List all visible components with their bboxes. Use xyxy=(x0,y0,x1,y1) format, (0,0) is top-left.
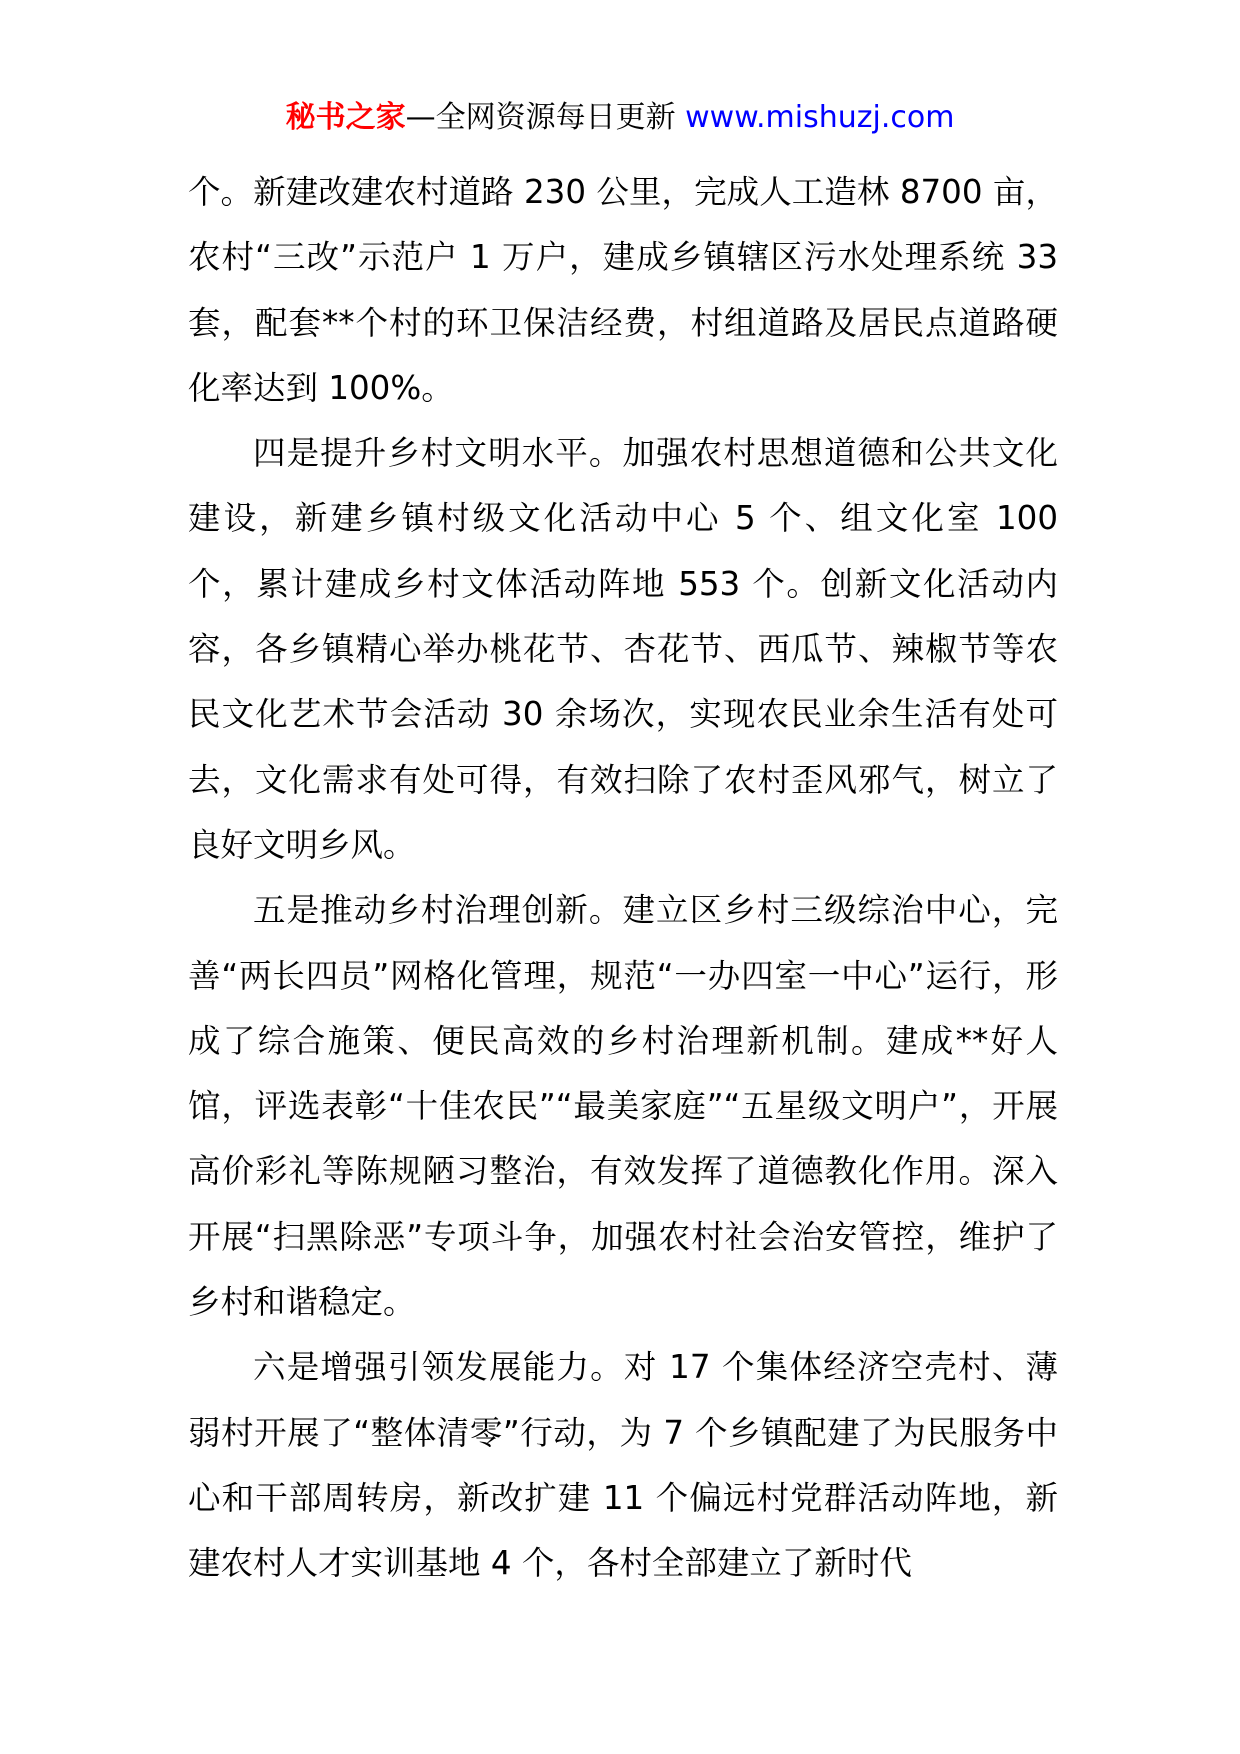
paragraph-continuation: 个。新建改建农村道路 230 公里，完成人工造林 8700 亩，农村“三改”示范户 1 万户，建成乡镇辖区污水处理系统 33 套，配套**个村的环卫保洁经费，村组道路及居民点道路硬化率达到 100%。 xyxy=(188,173,1058,407)
paragraph-rural-civilization: 四是提升乡村文明水平。加强农村思想道德和公共文化建设，新建乡镇村级文化活动中心 5 个、组文化室 100 个，累计建成乡村文体活动阵地 553 个。创新文化活动内容，各乡镇精心举办桃花节、杏花节、西瓜节、辣椒节等农民文化艺术节会活动 30 余场次，实现农民业余生活有处可去，文化需求有处可得，有效扫除了农村歪风邪气，树立了良好文明乡风。 xyxy=(188,434,1058,864)
site-brand: 秘书之家 xyxy=(285,100,406,135)
site-tagline: —全网资源每日更新 xyxy=(405,100,686,135)
paragraph-development-capacity: 六是增强引领发展能力。对 17 个集体经济空壳村、薄弱村开展了“整体清零”行动，为 7 个乡镇配建了为民服务中心和干部周转房，新改扩建 11 个偏远村党群活动阵地，新建农村人才实训基地 4 个，各村全部建立了新时代 xyxy=(188,1348,1058,1583)
document-body xyxy=(188,160,1058,1597)
paragraph-rural-governance: 五是推动乡村治理创新。建立区乡村三级综治中心，完善“两长四员”网格化管理，规范“一办四室一中心”运行，形成了综合施策、便民高效的乡村治理新机制。建成**好人馆，评选表彰“十佳农民”“最美家庭”“五星级文明户”，开展高价彩礼等陈规陋习整治，有效发挥了道德教化作用。深入开展“扫黑除恶”专项斗争，加强农村社会治安管控，维护了乡村和谐稳定。 xyxy=(188,891,1058,1322)
site-header xyxy=(0,98,1240,138)
site-url-link[interactable]: www.mishuzj.com xyxy=(685,100,955,135)
